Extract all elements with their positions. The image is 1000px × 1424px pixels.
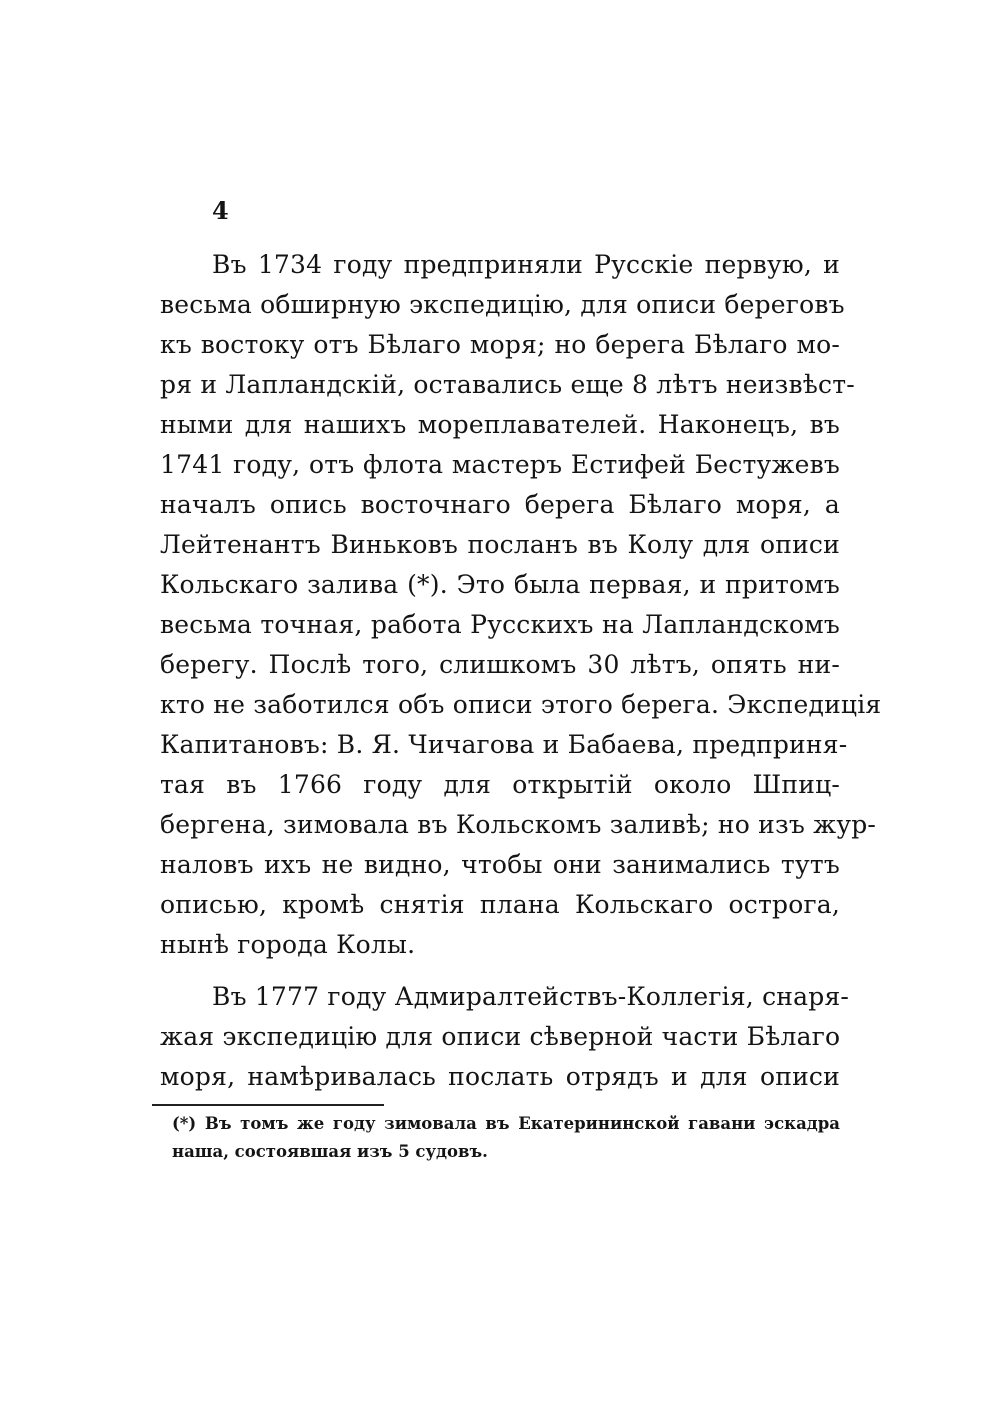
footnote — [172, 1110, 840, 1166]
footnote-line: (*) Въ томъ же году зимовала въ Екатерининской гавани эскадра — [172, 1114, 840, 1133]
text-line: тая въ 1766 году для открытій около Шпиц- — [160, 770, 840, 799]
text-line: описью, кромѣ снятія плана Кольскаго острога, — [160, 890, 840, 919]
text-line: моря, намѣривалась послать отрядъ и для описи — [160, 1062, 840, 1091]
text-line: бергена, зимовала въ Кольскомъ заливѣ; но изъ жур- — [160, 810, 877, 839]
text-line: ными для нашихъ мореплавателей. Наконецъ, въ — [160, 410, 840, 439]
text-line: Кольскаго залива (*). Это была первая, и притомъ — [160, 570, 840, 599]
text-line: наловъ ихъ не видно, чтобы они занимались тутъ — [160, 850, 840, 879]
text-line: кто не заботился объ описи этого берега. Экспедиція — [160, 690, 882, 719]
footnote-line: наша, состоявшая изъ 5 судовъ. — [172, 1142, 488, 1161]
text-line: нынѣ города Колы. — [160, 930, 416, 959]
paragraph-2 — [160, 977, 850, 1097]
page-number: 4 — [212, 196, 229, 225]
text-line: ря и Лапландскій, оставались еще 8 лѣтъ неизвѣст- — [160, 370, 855, 399]
text-line: весьма точная, работа Русскихъ на Лапландскомъ — [160, 610, 840, 639]
text-line: берегу. Послѣ того, слишкомъ 30 лѣтъ, опять ни- — [160, 650, 840, 679]
main-text — [160, 245, 882, 1097]
footnote-divider — [152, 1104, 384, 1106]
text-line: началъ опись восточнаго берега Бѣлаго моря, а — [160, 490, 840, 519]
text-line: весьма обширную экспедицію, для описи береговъ — [160, 290, 845, 319]
paragraph-1 — [160, 245, 882, 965]
text-line: къ востоку отъ Бѣлаго моря; но берега Бѣлаго мо- — [160, 330, 840, 359]
text-line: жая экспедицію для описи сѣверной части Бѣлаго — [160, 1022, 841, 1051]
text-line: Капитановъ: В. Я. Чичагова и Бабаева, предприня- — [160, 730, 848, 759]
paragraph-spacer — [160, 965, 840, 977]
text-line: Лейтенантъ Виньковъ посланъ въ Колу для описи — [160, 530, 840, 559]
text-line: Въ 1734 году предприняли Русскіе первую, и — [212, 250, 840, 279]
text-line: Въ 1777 году Адмиралтействъ-Коллегія, снаря- — [212, 982, 850, 1011]
text-line: 1741 году, отъ флота мастеръ Естифей Бестужевъ — [160, 450, 840, 479]
